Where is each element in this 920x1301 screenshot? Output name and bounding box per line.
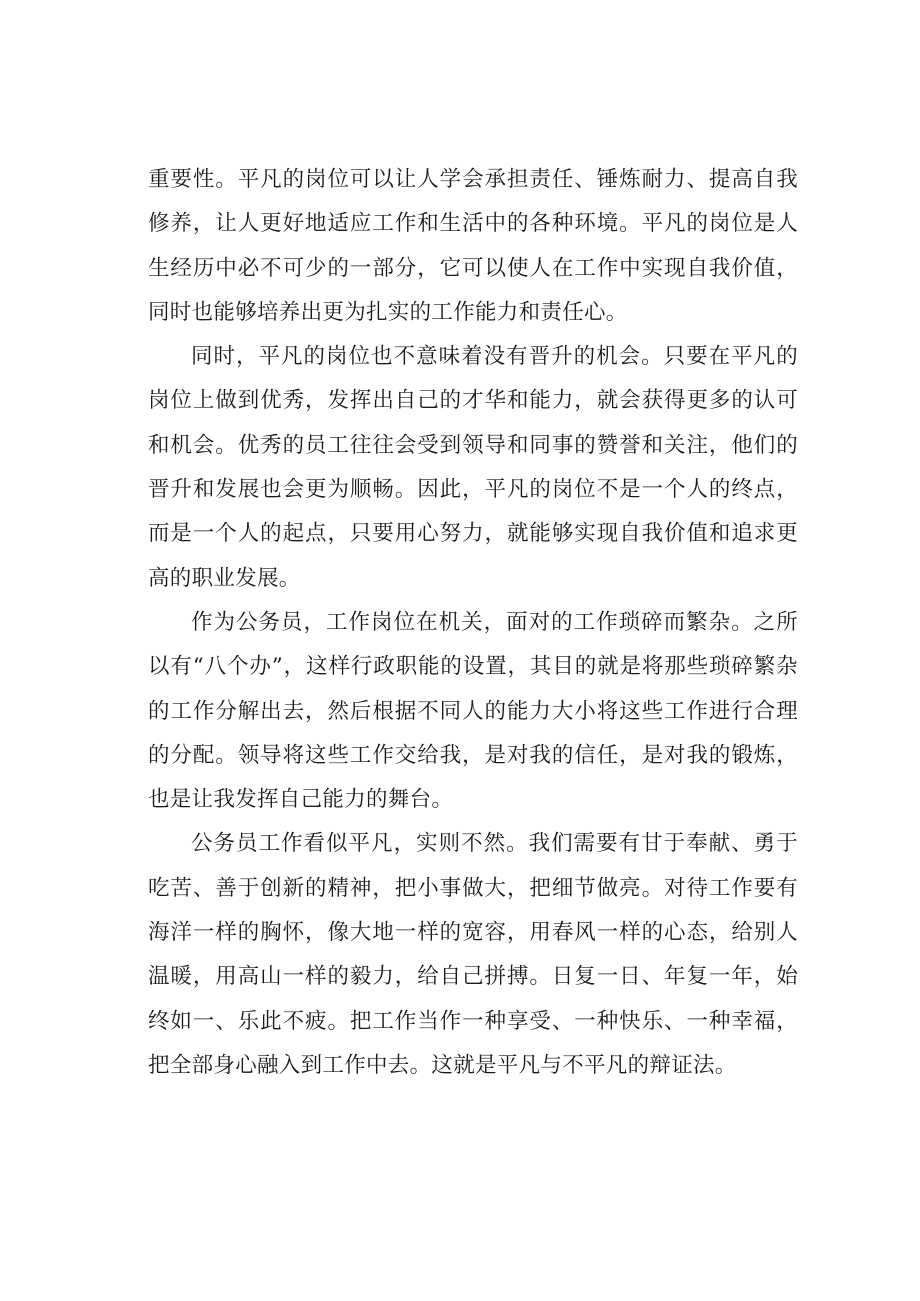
paragraph-dialectics: 公务员工作看似平凡，实则不然。我们需要有甘于奉献、勇于吃苦、善于创新的精神，把小事做大，把细节做亮。对待工作要有海洋一样的胸怀，像大地一样的宽容，用春风一样的心态，给别人温暖，用高山一样的毅力，给自己拼搏。日复一日、年复一年，始终如一、乐此不疲。把工作当作一种享受、一种快乐、一种幸福，把全部身心融入到工作中去。这就是平凡与不平凡的辩证法。	[148, 831, 798, 1078]
paragraph-promotion: 同时，平凡的岗位也不意味着没有晋升的机会。只要在平凡的岗位上做到优秀，发挥出自己的才华和能力，就会获得更多的认可和机会。优秀的员工往往会受到领导和同事的赞誉和关注，他们的晋升和发展也会更为顺畅。因此，平凡的岗位不是一个人的终点，而是一个人的起点，只要用心努力，就能够实现自我价值和追求更高的职业发展。	[148, 344, 798, 591]
paragraph-continued: 重要性。平凡的岗位可以让人学会承担责任、锤炼耐力、提高自我修养，让人更好地适应工作和生活中的各种环境。平凡的岗位是人生经历中必不可少的一部分，它可以使人在工作中实现自我价值，同时也能够培养出更为扎实的工作能力和责任心。	[148, 167, 798, 325]
body-text	[148, 158, 798, 1088]
paragraph-civil-servant-role: 作为公务员，工作岗位在机关，面对的工作琐碎而繁杂。之所以有“八个办”，这样行政职能的设置，其目的就是将那些琐碎繁杂的工作分解出去，然后根据不同人的能力大小将这些工作进行合理的分配。领导将这些工作交给我，是对我的信任，是对我的锻炼，也是让我发挥自己能力的舞台。	[148, 609, 798, 813]
